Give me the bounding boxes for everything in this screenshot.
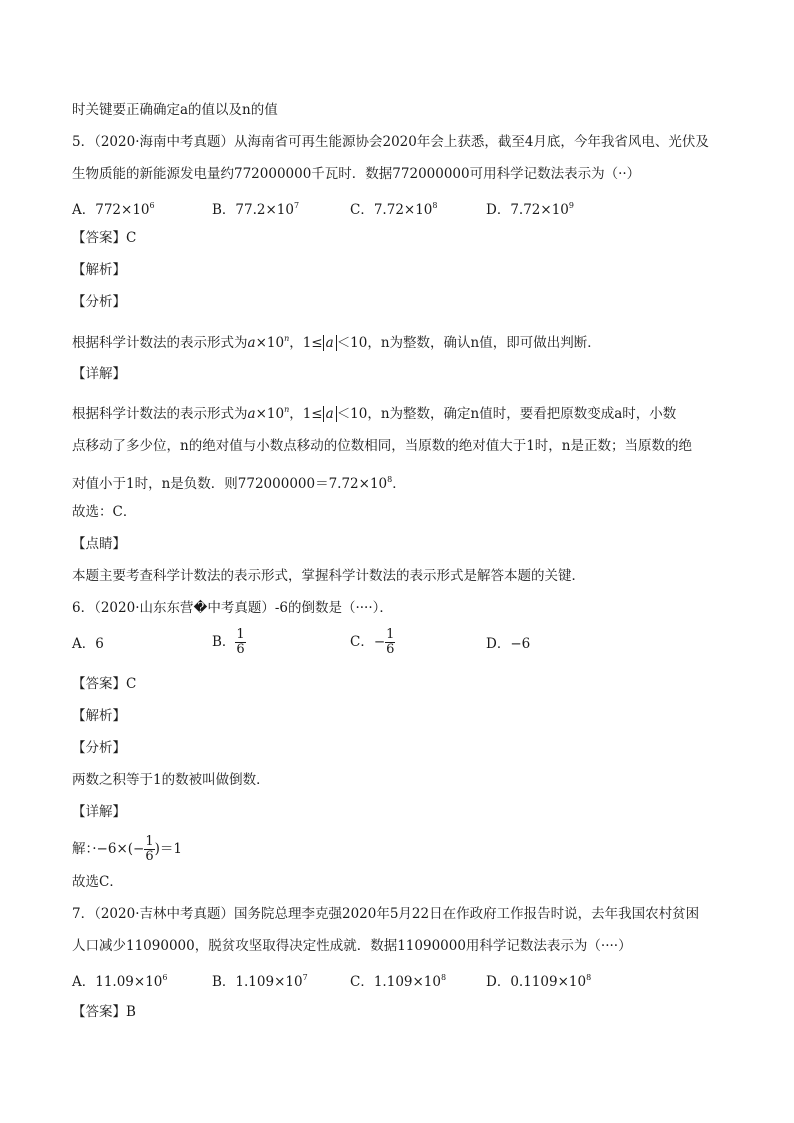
q6-fenxi-text: 两数之积等于1的数被叫做倒数．	[72, 772, 270, 788]
q7-options	[72, 968, 732, 1008]
q6-guxuan: 故选C．	[72, 874, 123, 890]
q5-option-b	[212, 196, 299, 220]
q6-option-b	[212, 628, 246, 657]
option-mantissa: 0.1109×10	[510, 974, 587, 990]
fraction: $\frac{1}{6}$	[386, 627, 395, 657]
q5-jiexi-label: 【解析】	[72, 262, 126, 278]
option-label: B．	[212, 634, 236, 650]
option-label: C．	[350, 974, 374, 990]
q5-option-c	[350, 196, 438, 220]
q6-option-c	[350, 628, 395, 657]
option-label: C．	[350, 202, 374, 218]
option-label: D．	[486, 974, 511, 990]
q5-detail-line3: 对值小于1时，n是负数．则$772000000=7.72\times 10^8$．	[72, 475, 406, 492]
option-exponent: 7	[302, 973, 308, 982]
q7-option-c	[350, 968, 446, 992]
q5-stem-line2: 生物质能的新能源发电量约772000000千瓦时．数据772000000可用科学记数法表示为（··）	[72, 166, 641, 182]
option-label: D．	[486, 636, 511, 652]
option-mantissa: 77.2×10	[235, 202, 294, 218]
q5-stem-line1: 5．（2020·海南中考真题）从海南省可再生能源协会2020年会上获悉，截至4月底，今年我省风电、光伏及	[72, 134, 709, 150]
q6-jiexi-label: 【解析】	[72, 708, 126, 724]
option-label: A．	[72, 636, 96, 652]
option-mantissa: 1.109×10	[235, 974, 303, 990]
q6-solution: 解：·−6×(− $\frac{1}{6}$ )＝1	[72, 834, 182, 864]
q5-options	[72, 196, 732, 236]
q5-fenxi-text: 根据科学计数法的表示形式为$a\times 10^n$，1≤ a ＜10，n为整数，确认n值，即可做出判断．	[72, 334, 601, 351]
q7-stem-line1: 7．（2020·吉林中考真题）国务院总理李克强2020年5月22日在作政府工作报告时说，去年我国农村贫困	[72, 906, 700, 922]
q5-xiangjie-label: 【详解】	[72, 366, 126, 382]
q7-answer: 【答案】B	[72, 1004, 136, 1020]
option-exponent: 8	[586, 973, 592, 982]
option-exponent: 8	[440, 973, 447, 982]
q5-dianjing-label: 【点睛】	[72, 536, 126, 552]
option-exponent: 7	[293, 201, 300, 210]
q6-options	[72, 628, 732, 668]
fraction: $\frac{1}{6}$	[145, 834, 154, 864]
option-label: D．	[486, 202, 511, 218]
q5-dianjing-text: 本题主要考查科学计数法的表示形式，掌握科学计数法的表示形式是解答本题的关键．	[72, 568, 585, 584]
option-mantissa: 1.109×10	[373, 974, 441, 990]
option-exponent: 6	[149, 201, 155, 210]
q6-xiangjie-label: 【详解】	[72, 804, 126, 820]
q5-guxuan: 故选：C．	[72, 504, 137, 520]
q5-detail-line1: 根据科学计数法的表示形式为$a\times 10^n$，1≤ a ＜10，n为整数，确定n值时，要看把原数变成a时，小数	[72, 405, 677, 422]
option-mantissa: 11.09×10	[95, 974, 163, 990]
fraction: $\frac{1}{6}$	[236, 627, 245, 657]
option-exponent: 9	[568, 201, 574, 210]
q6-stem: 6．（2020·山东东营�中考真题）-6的倒数是（····）．	[72, 600, 393, 616]
q6-option-a	[72, 634, 104, 654]
option-label: B．	[212, 974, 236, 990]
option-value: −6	[510, 636, 531, 652]
q7-option-a	[72, 968, 167, 992]
q6-fenxi-label: 【分析】	[72, 740, 126, 756]
option-value: 6	[95, 636, 104, 652]
q5-option-a	[72, 196, 155, 220]
q6-answer: 【答案】C	[72, 676, 137, 692]
q5-fenxi-label: 【分析】	[72, 294, 126, 310]
q7-option-b	[212, 968, 308, 992]
option-mantissa: 7.72×10	[510, 202, 569, 218]
option-label: A．	[72, 202, 96, 218]
q5-answer: 【答案】C	[72, 230, 137, 246]
option-label: A．	[72, 974, 96, 990]
option-label: B．	[212, 202, 236, 218]
q7-stem-line2: 人口减少11090000，脱贫攻坚取得决定性成就．数据11090000用科学记数法表示为（····）	[72, 938, 632, 954]
intro-line: 时关键要正确确定a的值以及n的值	[72, 102, 278, 118]
option-mantissa: 7.72×10	[373, 202, 433, 218]
option-exponent: 8	[432, 201, 438, 210]
option-exponent: 6	[162, 973, 168, 982]
option-sign: −	[373, 634, 386, 650]
q7-option-d	[486, 968, 591, 992]
option-label: C．	[350, 634, 374, 650]
q5-option-d	[486, 196, 574, 220]
option-mantissa: 772×10	[95, 202, 150, 218]
q6-option-d	[486, 634, 530, 654]
q5-detail-line2: 点移动了多少位，n的绝对值与小数点移动的位数相同，当原数的绝对值大于1时，n是正数；当原数的绝	[72, 438, 692, 454]
